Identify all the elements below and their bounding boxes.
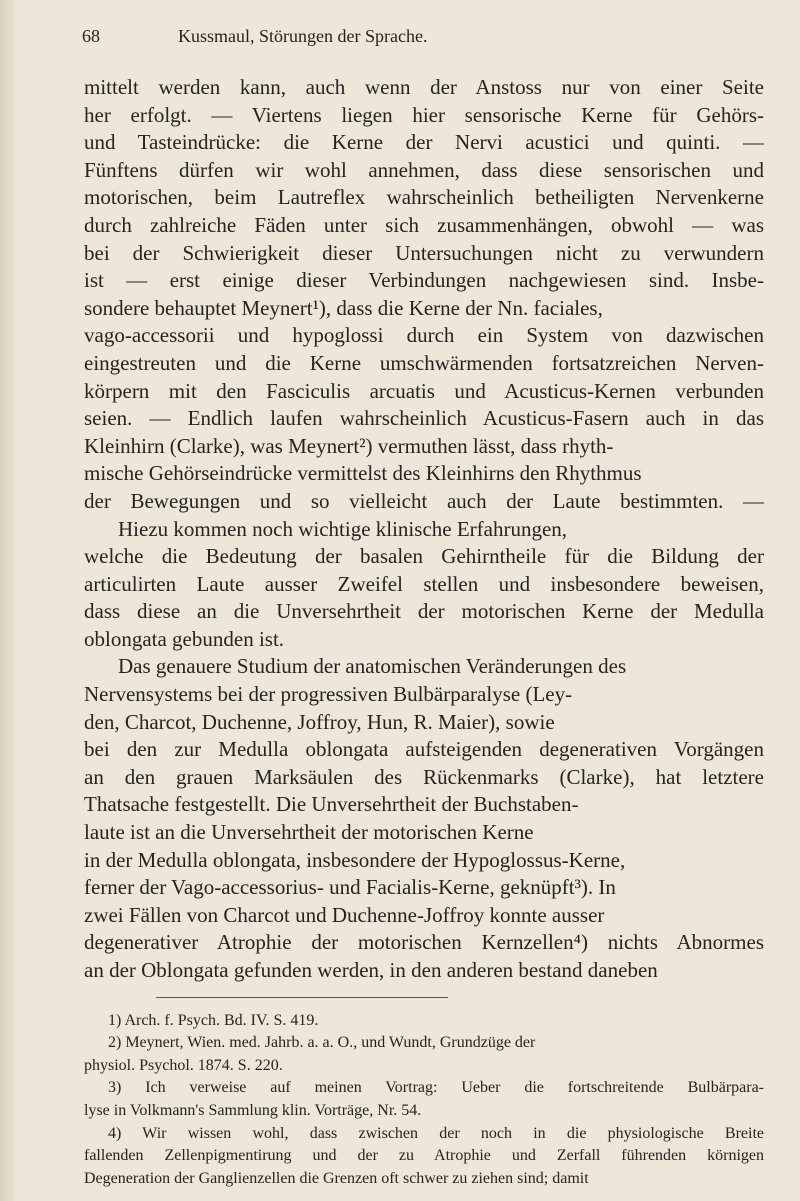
body-line: an den grauen Marksäulen des Rückenmarks (Clarke), hat letztere (84, 764, 764, 789)
body-line: der Bewegungen und so vielleicht auch der Laute bestimmten. — (84, 488, 764, 513)
body-line: Hiezu kommen noch wichtige klinische Erfahrungen, (118, 516, 568, 541)
body-line: Thatsache festgestellt. Die Unversehrtheit der Buchstaben- (84, 792, 579, 817)
footnote-divider (156, 997, 448, 998)
body-line: welche die Bedeutung der basalen Gehirntheile für die Bildung der (84, 544, 764, 569)
page-gutter-shadow (0, 0, 14, 1201)
body-line: den, Charcot, Duchenne, Joffroy, Hun, R. Maier), sowie (84, 709, 555, 734)
running-head (84, 26, 764, 52)
footnote-line: Degeneration der Ganglienzellen die Grenzen oft schwer zu ziehen sind; damit (84, 1169, 589, 1187)
body-line: dass diese an die Unversehrtheit der motorischen Kerne der Medulla (84, 599, 764, 624)
body-line: mittelt werden kann, auch wenn der Anstoss nur von einer Seite (84, 75, 764, 99)
footnote-line: fallenden Zellenpigmentirung und der zu Atrophie und Zerfall führenden körnigen (84, 1147, 764, 1165)
running-title: Kussmaul, Störungen der Sprache. (178, 26, 428, 46)
body-text (84, 74, 764, 985)
page-number: 68 (82, 26, 100, 46)
body-line: ferner der Vago-accessorius- und Facialis-Kerne, geknüpft³). In (84, 875, 616, 900)
footnote-line: physiol. Psychol. 1874. S. 220. (84, 1056, 283, 1074)
body-line: seien. — Endlich laufen wahrscheinlich Acusticus-Fasern auch in das (84, 406, 764, 431)
body-line: ist — erst einige dieser Verbindungen nachgewiesen sind. Insbe- (84, 268, 764, 293)
body-line: Das genauere Studium der anatomischen Veränderungen des (118, 654, 627, 679)
body-line: her erfolgt. — Viertens liegen hier sensorische Kerne für Gehörs- (84, 102, 764, 127)
body-line: Kleinhirn (Clarke), was Meynert²) vermuthen lässt, dass rhyth- (84, 433, 614, 458)
footnotes (84, 1010, 764, 1191)
body-line: Fünftens dürfen wir wohl annehmen, dass diese sensorischen und (84, 157, 764, 182)
body-line: zwei Fällen von Charcot und Duchenne-Joffroy konnte ausser (84, 902, 605, 927)
body-line: sondere behauptet Meynert¹), dass die Kerne der Nn. faciales, (84, 295, 603, 320)
body-line: bei der Schwierigkeit dieser Untersuchungen nicht zu verwundern (84, 240, 764, 265)
footnote-line: 3) Ich verweise auf meinen Vortrag: Ueber die fortschreitende Bulbärpara- (108, 1079, 764, 1097)
body-line: oblongata gebunden ist. (84, 626, 285, 651)
body-line: articulirten Laute ausser Zweifel stellen und insbesondere beweisen, (84, 571, 764, 596)
body-line: mische Gehörseindrücke vermittelst des Kleinhirns den Rhythmus (84, 461, 642, 486)
body-line: vago-accessorii und hypoglossi durch ein System von dazwischen (84, 323, 764, 348)
body-line: eingestreuten und die Kerne umschwärmenden fortsatzreichen Nerven- (84, 350, 764, 375)
footnote-line: lyse in Volkmann's Sammlung klin. Vorträge, Nr. 54. (84, 1101, 422, 1119)
body-line: durch zahlreiche Fäden unter sich zusammenhängen, obwohl — was (84, 212, 764, 237)
footnote-line: 4) Wir wissen wohl, dass zwischen der noch in die physiologische Breite (108, 1124, 764, 1142)
footnote-line: 1) Arch. f. Psych. Bd. IV. S. 419. (108, 1011, 319, 1029)
footnote-line: 2) Meynert, Wien. med. Jahrb. a. a. O., und Wundt, Grundzüge der (108, 1034, 536, 1052)
body-line: und Tasteindrücke: die Kerne der Nervi acustici und quinti. — (84, 130, 764, 155)
body-line: an der Oblongata gefunden werden, in den anderen bestand daneben (84, 958, 658, 982)
body-line: Nervensystems bei der progressiven Bulbärparalyse (Ley- (84, 682, 573, 707)
body-line: körpern mit den Fasciculis arcuatis und Acusticus-Kernen verbunden (84, 378, 764, 403)
body-line: degenerativer Atrophie der motorischen Kernzellen⁴) nichts Abnormes (84, 930, 764, 955)
book-page (84, 26, 764, 1190)
body-line: in der Medulla oblongata, insbesondere der Hypoglossus-Kerne, (84, 847, 626, 872)
body-line: bei den zur Medulla oblongata aufsteigenden degenerativen Vorgängen (84, 737, 764, 762)
body-line: motorischen, beim Lautreflex wahrscheinlich betheiligten Nervenkerne (84, 185, 764, 210)
body-line: laute ist an die Unversehrtheit der motorischen Kerne (84, 820, 534, 845)
